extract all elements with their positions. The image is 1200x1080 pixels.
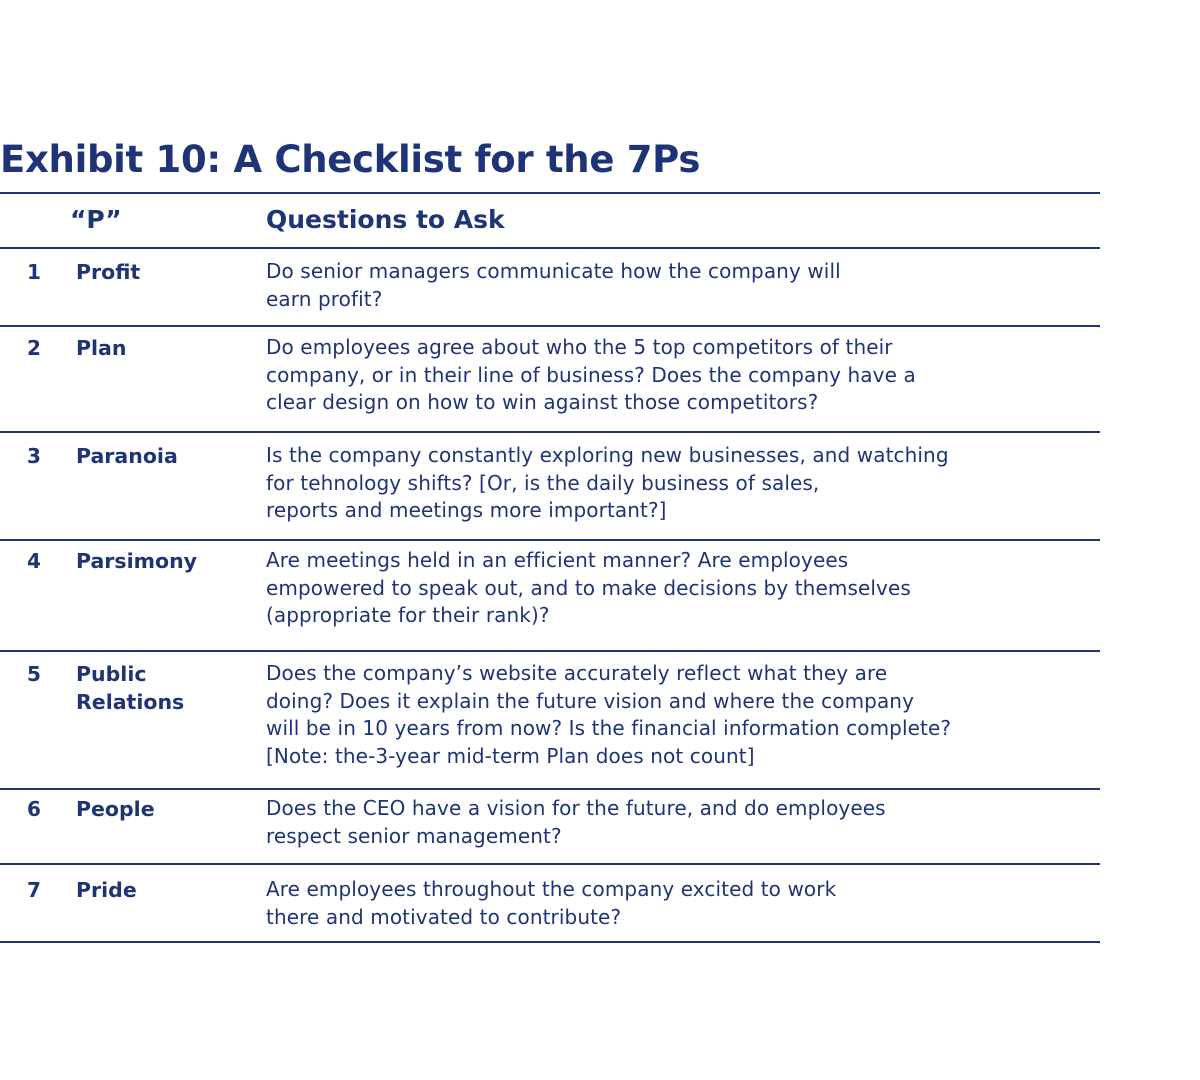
question-line: Are employees throughout the company excited to work <box>266 877 837 901</box>
question-line: reports and meetings more important?] <box>266 498 667 522</box>
table-row <box>0 790 1100 865</box>
question-line: company, or in their line of business? Does the company have a <box>266 362 916 387</box>
question-line: empowered to speak out, and to make decisions by themselves <box>266 575 911 600</box>
question-line: Is the company constantly exploring new businesses, and watching <box>266 443 949 467</box>
question-line: Does the company’s website accurately reflect what they are <box>266 661 888 685</box>
table-row <box>0 865 1100 943</box>
question-text <box>266 258 1096 313</box>
question-line: will be in 10 years from now? Is the financial information complete? <box>266 716 952 740</box>
table-row <box>0 541 1100 652</box>
exhibit-title: Exhibit 10: A Checklist for the 7Ps <box>0 138 701 181</box>
p-name: Parsimony <box>76 549 198 573</box>
question-text <box>266 795 1096 850</box>
table-row <box>0 433 1100 541</box>
question-line: clear design on how to win against those competitors? <box>266 390 819 414</box>
row-number: 1 <box>27 260 41 284</box>
p-name: Profit <box>76 260 141 284</box>
question-line: doing? Does it explain the future vision and where the company <box>266 688 915 713</box>
column-header-p: “P” <box>70 205 122 234</box>
question-line: for tehnology shifts? [Or, is the daily business of sales, <box>266 470 820 495</box>
question-text <box>266 876 1096 931</box>
p-name: People <box>76 797 155 821</box>
table-row <box>0 249 1100 327</box>
row-number: 5 <box>27 662 41 686</box>
checklist-table <box>0 192 1100 943</box>
p-name: Plan <box>76 336 127 360</box>
table-row <box>0 652 1100 790</box>
question-line: (appropriate for their rank)? <box>266 603 550 627</box>
question-line: there and motivated to contribute? <box>266 904 622 929</box>
p-name <box>76 660 256 716</box>
question-line: earn profit? <box>266 286 383 311</box>
column-header-questions: Questions to Ask <box>266 205 505 234</box>
p-name: Pride <box>76 878 137 902</box>
row-number: 2 <box>27 336 41 360</box>
question-text <box>266 334 1096 417</box>
p-name-line: Public <box>76 662 147 686</box>
row-number: 7 <box>27 878 41 902</box>
row-number: 3 <box>27 444 41 468</box>
question-line: Does the CEO have a vision for the future, and do employees <box>266 796 886 820</box>
row-number: 4 <box>27 549 41 573</box>
question-text <box>266 442 1096 525</box>
table-header-row <box>0 194 1100 249</box>
p-name: Paranoia <box>76 444 178 468</box>
table-row <box>0 327 1100 433</box>
question-line: respect senior management? <box>266 823 562 848</box>
question-line: [Note: the-3-year mid-term Plan does not count] <box>266 743 755 768</box>
question-line: Do senior managers communicate how the company will <box>266 259 841 283</box>
question-text <box>266 660 1096 770</box>
question-line: Are meetings held in an efficient manner? Are employees <box>266 548 849 572</box>
question-line: Do employees agree about who the 5 top competitors of their <box>266 335 893 359</box>
row-number: 6 <box>27 797 41 821</box>
question-text <box>266 547 1096 630</box>
p-name-line: Relations <box>76 690 185 714</box>
